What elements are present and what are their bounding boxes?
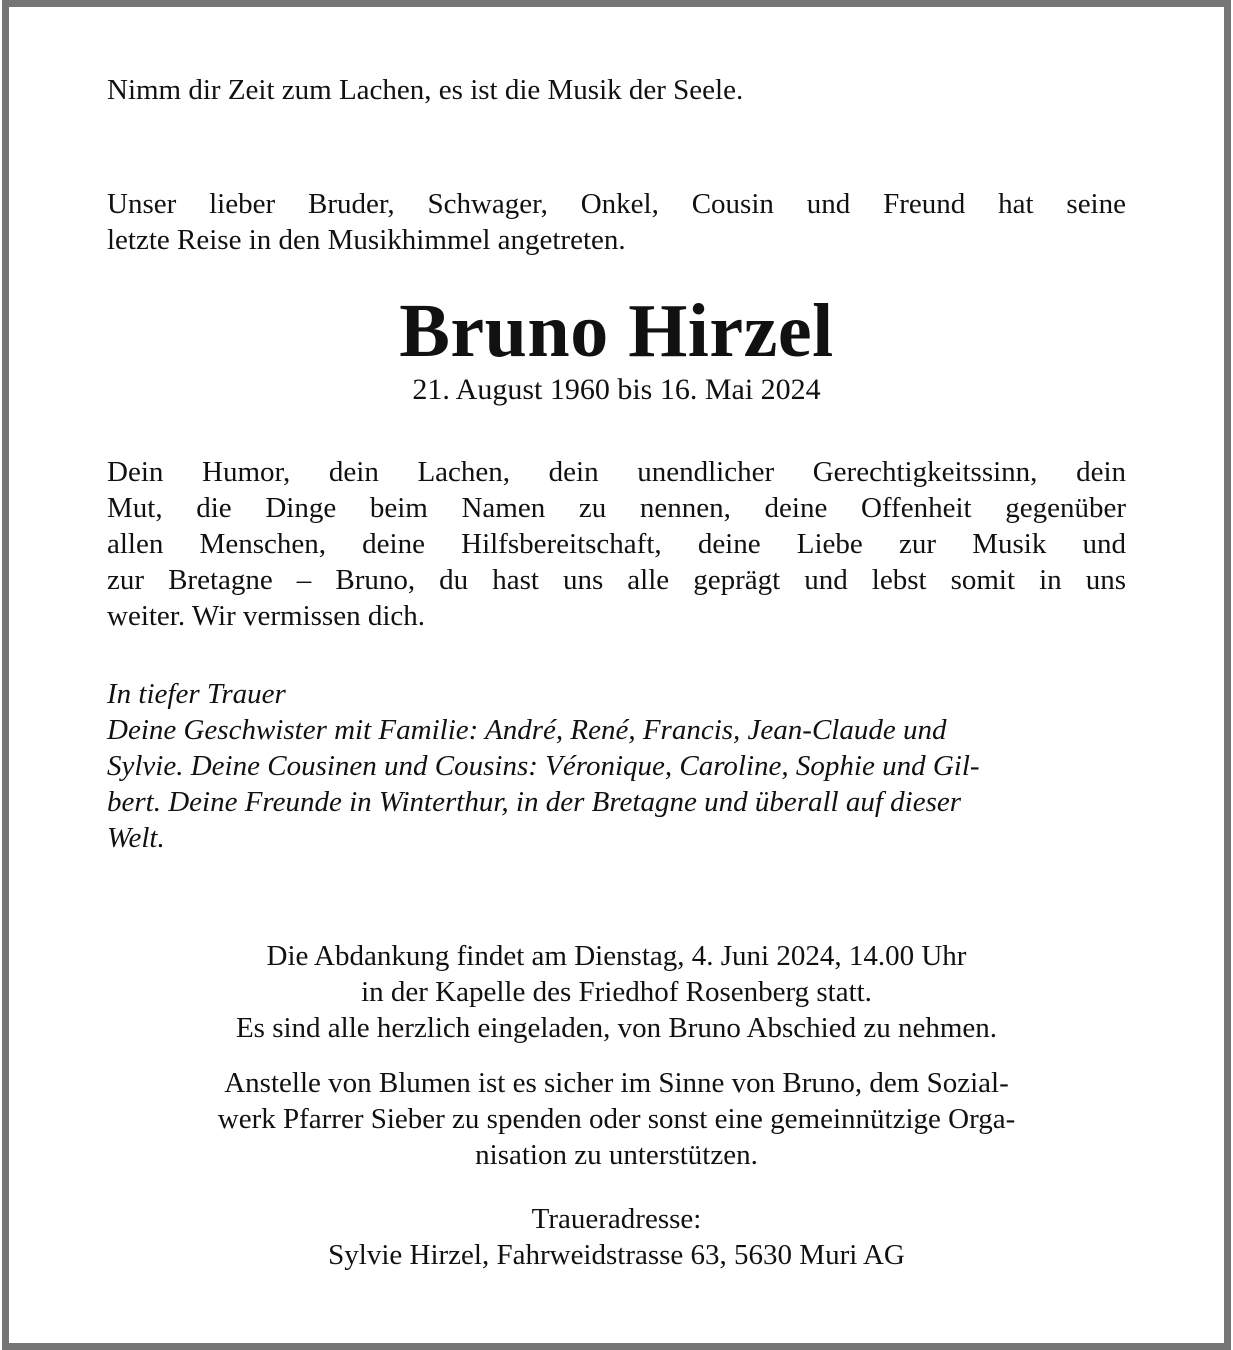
intro-paragraph (107, 186, 1126, 258)
text-line: in der Kapelle des Friedhof Rosenberg statt. (361, 976, 872, 1008)
deceased-name: Bruno Hirzel (399, 289, 834, 373)
text-line: letzte Reise in den Musikhimmel angetreten. (107, 224, 626, 256)
life-dates: 21. August 1960 bis 16. Mai 2024 (412, 373, 821, 406)
mourning-address (107, 1201, 1126, 1273)
text-line: Anstelle von Blumen ist es sicher im Sinne von Bruno, dem Sozial- (224, 1067, 1009, 1099)
service-info (107, 938, 1126, 1046)
text-line: allen Menschen, deine Hilfsbereitschaft, deine Liebe zur Musik und (107, 528, 1126, 560)
donation-info (107, 1065, 1126, 1173)
text-line: Es sind alle herzlich eingeladen, von Bruno Abschied zu nehmen. (235, 1012, 998, 1044)
text-line: Unser lieber Bruder, Schwager, Onkel, Cousin und Freund hat seine (107, 188, 1126, 220)
text-line: nisation zu unterstützen. (475, 1139, 758, 1171)
text-line: Sylvie Hirzel, Fahrweidstrasse 63, 5630 Muri AG (328, 1239, 905, 1271)
text-line: Sylvie. Deine Cousinen und Cousins: Véronique, Caroline, Sophie und Gil- (107, 750, 980, 782)
obituary-content (107, 72, 1126, 1273)
text-line: bert. Deine Freunde in Winterthur, in der Bretagne und überall auf dieser (107, 786, 962, 818)
text-line: weiter. Wir vermissen dich. (107, 600, 426, 632)
text-line: Dein Humor, dein Lachen, dein unendlicher Gerechtigkeitssinn, dein (107, 456, 1126, 488)
text-line: In tiefer Trauer (107, 678, 286, 710)
text-line: zur Bretagne – Bruno, du hast uns alle geprägt und lebst somit in uns (107, 564, 1126, 596)
text-line: werk Pfarrer Sieber zu spenden oder sonst eine gemeinnützige Orga- (217, 1103, 1016, 1135)
text-line: Deine Geschwister mit Familie: André, René, Francis, Jean-Claude und (107, 714, 947, 746)
mourning-paragraph (107, 676, 1126, 856)
text-line: Mut, die Dinge beim Namen zu nennen, deine Offenheit gegenüber (107, 492, 1126, 524)
text-line: Die Abdankung findet am Dienstag, 4. Juni 2024, 14.00 Uhr (266, 940, 967, 972)
text-line: Traueradresse: (531, 1203, 702, 1235)
text-line: Welt. (107, 822, 165, 854)
tribute-paragraph (107, 454, 1126, 634)
epigraph: Nimm dir Zeit zum Lachen, es ist die Musik der Seele. (107, 74, 744, 106)
